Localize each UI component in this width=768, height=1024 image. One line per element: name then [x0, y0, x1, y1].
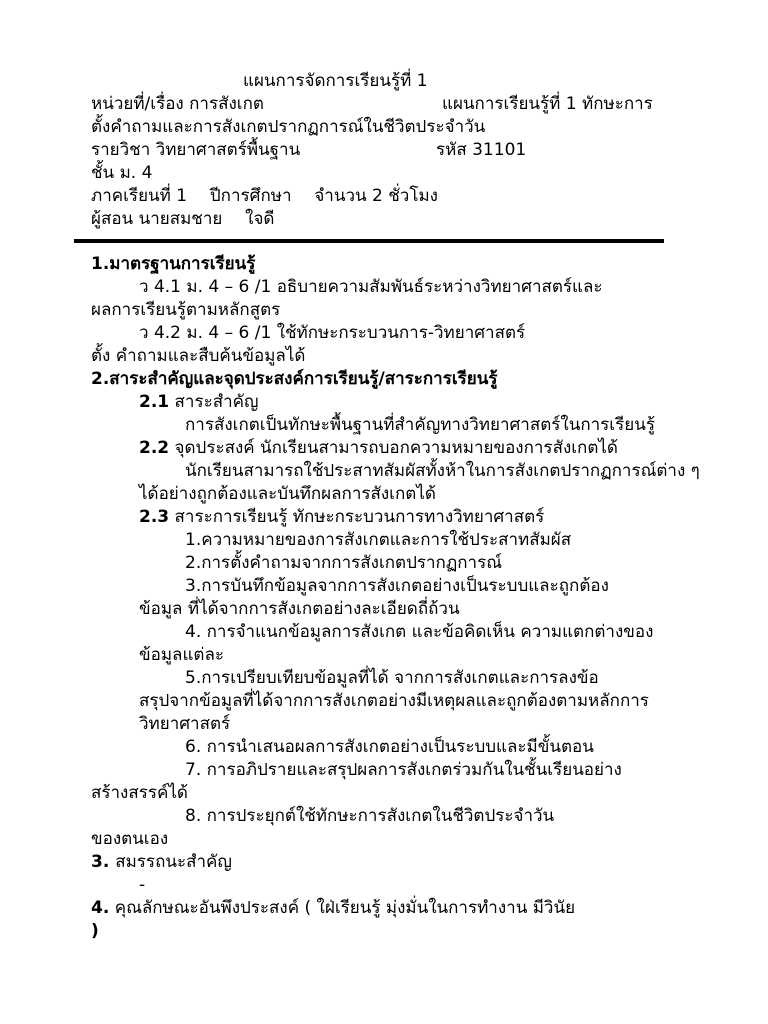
- semester-line: [91, 185, 438, 207]
- section-4-close: ): [91, 921, 99, 941]
- subject-code: รหัส 31101: [436, 140, 527, 160]
- content-item-4: [185, 621, 653, 643]
- plan-title-text: แผนการจัดการเรียนรู้ที่ 1: [243, 71, 428, 91]
- teacher-surname: ใจดี: [245, 209, 275, 229]
- content-item-4-text: 4. การจำแนกข้อมูลการสังเกต: [185, 622, 407, 642]
- plan-number-text: แผนการเรียนรู้ที่ 1 ทักษะการ: [442, 94, 653, 114]
- content-item-5-cont2: วิทยาศาสตร์: [139, 714, 231, 734]
- content-item-5-b: จากการสังเกตและการลงข้อ: [394, 668, 599, 688]
- section-3-title-text: สมรรถนะสำคัญ: [115, 852, 232, 872]
- content-item-2: 2.การตั้งคำถามจากการสังเกตปรากฏการณ์: [185, 553, 502, 573]
- section-2-title: 2.สาระสำคัญและจุดประสงค์การเรียนรู้/สาระการเรียนรู้: [91, 369, 498, 389]
- standard-4-1-cont: ผลการเรียนรู้ตามหลักสูตร: [91, 300, 281, 320]
- section-2-1-number: 2.1: [139, 392, 170, 412]
- section-2-2-number: 2.2: [139, 438, 170, 458]
- content-item-3-cont: ข้อมูล ที่ได้จากการสังเกตอย่างละเอียดถี่ถ้วน: [139, 599, 460, 619]
- section-2-1-title: สาระสำคัญ: [174, 392, 259, 412]
- semester: ภาคเรียนที่ 1: [91, 186, 188, 206]
- section-2-2: [139, 437, 618, 459]
- content-item-4-b: และข้อคิดเห็น: [411, 622, 516, 642]
- section-4-title: [91, 897, 575, 919]
- subject-line: รายวิชา วิทยาศาสตร์พื้นฐาน: [91, 140, 301, 160]
- academic-year: ปีการศึกษา: [209, 186, 292, 206]
- section-2-2-title: จุดประสงค์: [174, 438, 255, 458]
- standard-4-2: ว 4.2 ม. 4 – 6 /1 ใช้ทักษะกระบวนการ-วิทยาศาสตร์: [139, 323, 526, 343]
- section-1-title: 1.มาตรฐานการเรียนรู้: [91, 254, 256, 274]
- content-item-4-cont: ข้อมูลแต่ละ: [139, 645, 224, 665]
- section-2-2-text: นักเรียนสามารถใช้ประสาทสัมผัสทั้งห้าในการสังเกตปรากฏการณ์ต่าง ๆ: [185, 461, 700, 481]
- content-item-7: 7. การอภิปรายและสรุปผลการสังเกตร่วมกันในชั้นเรียนอย่าง: [185, 760, 622, 780]
- content-item-7-cont: สร้างสรรค์ได้: [91, 783, 188, 803]
- content-item-3: 3.การบันทึกข้อมูลจากการสังเกตอย่างเป็นระบบและถูกต้อง: [185, 576, 609, 596]
- standard-4-2-cont: ตั้ง คำถามและสืบค้นข้อมูลได้: [91, 346, 306, 366]
- unit-line: [91, 93, 264, 115]
- section-2-3-title: สาระการเรียนรู้: [174, 507, 288, 527]
- teacher-line: [91, 208, 274, 230]
- content-item-8: 8. การประยุกต์ใช้ทักษะการสังเกตในชีวิตประจำวัน: [185, 806, 555, 826]
- section-2-3-subtitle: ทักษะกระบวนการทางวิทยาศาสตร์: [292, 507, 545, 527]
- content-item-6: 6. การนำเสนอผลการสังเกตอย่างเป็นระบบและมีขั้นตอน: [185, 737, 594, 757]
- plan-number: [442, 93, 653, 115]
- unit-label: หน่วยที่/เรื่อง การสังเกต: [91, 94, 264, 114]
- teacher-name: ผู้สอน นายสมชาย: [91, 209, 223, 229]
- content-item-1: 1.ความหมายของการสังเกตและการใช้ประสาทสัมผัส: [185, 530, 572, 550]
- standard-4-1: ว 4.1 ม. 4 – 6 /1 อธิบายความสัมพันธ์ระหว่างวิทยาศาสตร์และ: [139, 277, 603, 297]
- section-4-number: 4.: [91, 898, 110, 918]
- grade-level: ชั้น ม. 4: [91, 163, 153, 183]
- plan-title: [243, 70, 428, 92]
- section-2-1: [139, 391, 259, 413]
- content-item-8-cont: ของตนเอง: [91, 829, 169, 849]
- section-3-dash: -: [139, 875, 146, 895]
- content-item-5-text: 5.การเปรียบเทียบข้อมูลที่ได้: [185, 668, 389, 688]
- section-2-3: [139, 506, 544, 528]
- duration: จำนวน 2 ชั่วโมง: [314, 186, 438, 206]
- section-2-2-text-cont: ได้อย่างถูกต้องและบันทึกผลการสังเกตได้: [139, 484, 436, 504]
- section-2-2-subtitle: นักเรียนสามารถบอกความหมายของการสังเกตได้: [260, 438, 618, 458]
- section-2-3-number: 2.3: [139, 507, 170, 527]
- section-4-paren: ( ใฝ่เรียนรู้ มุ่งมั่นในการทำงาน มีวินัย: [304, 898, 576, 918]
- section-2-1-text: การสังเกตเป็นทักษะพื้นฐานที่สำคัญทางวิทยาศาสตร์ในการเรียนรู้: [185, 415, 655, 435]
- header-divider: [74, 239, 664, 243]
- content-item-5-cont: สรุปจากข้อมูลที่ได้จากการสังเกตอย่างมีเหตุผลและถูกต้องตามหลักการ: [139, 691, 649, 711]
- content-item-4-c: ความแตกต่างของ: [520, 622, 654, 642]
- content-item-5: [185, 667, 599, 689]
- plan-topic: ตั้งคำถามและการสังเกตปรากฏการณ์ในชีวิตประจำวัน: [91, 117, 486, 137]
- section-3-title: [91, 851, 232, 873]
- section-4-title-text: คุณลักษณะอันพึงประสงค์: [114, 898, 300, 918]
- section-3-number: 3.: [91, 852, 110, 872]
